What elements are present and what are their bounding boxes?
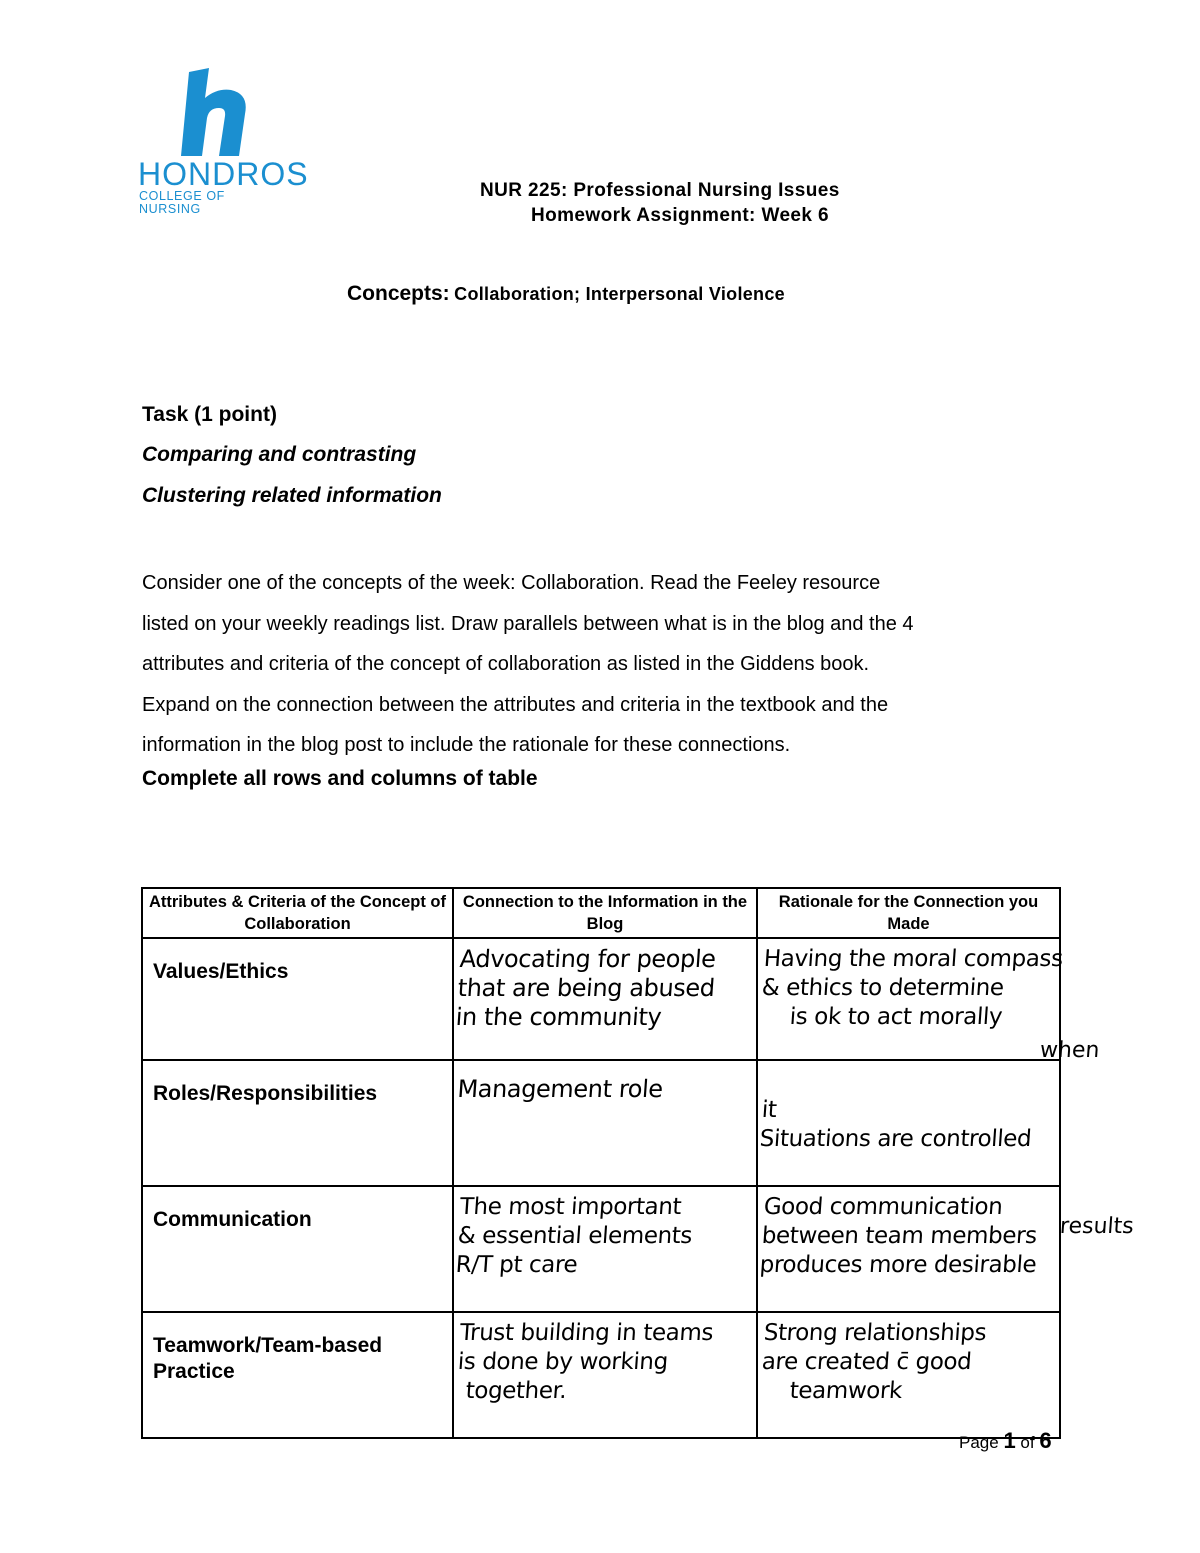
instruction-line: listed on your weekly readings list. Draw parallels between what is in the blog and the 4	[142, 612, 914, 635]
page-number: Page 1 of 6	[959, 1428, 1052, 1453]
rationale-cell[interactable]	[757, 938, 1064, 1060]
column-header: Attributes & Criteria of the Concept of Collaboration	[142, 888, 453, 938]
hondros-h-logo-icon	[175, 68, 255, 156]
task-subtitle-2: Clustering related information	[142, 484, 442, 507]
instruction-line: information in the blog post to include the rationale for these connections.	[142, 734, 791, 757]
table-instruction: Complete all rows and columns of table	[142, 767, 538, 790]
handwritten-margin-note: when	[1039, 1038, 1101, 1063]
concepts-line	[347, 282, 785, 306]
instruction-line: Expand on the connection between the attributes and criteria in the textbook and the	[142, 693, 889, 716]
hondros-logo	[138, 68, 309, 216]
logo-brand-name: HONDROS	[138, 156, 309, 192]
rationale-cell[interactable]	[757, 1312, 1060, 1438]
handwritten-answer: Trust building in teams is done by working together.	[456, 1320, 714, 1404]
task-title: Task (1 point)	[142, 403, 277, 426]
handwritten-answer: it Situations are controlled	[758, 1097, 1033, 1152]
table-row	[142, 1060, 1060, 1186]
attribute-cell: Communication	[142, 1186, 453, 1312]
connection-cell[interactable]	[453, 1186, 757, 1312]
attribute-cell: Roles/Responsibilities	[142, 1060, 453, 1186]
attribute-cell: Values/Ethics	[142, 938, 453, 1060]
handwritten-answer: Good communication between team members produces more desirable	[758, 1194, 1038, 1278]
connection-cell[interactable]	[453, 1060, 757, 1186]
rationale-cell[interactable]	[757, 1186, 1060, 1312]
handwritten-margin-note: results	[1059, 1214, 1135, 1239]
handwritten-answer: The most important & essential elements R/T pt care	[454, 1194, 693, 1278]
connection-cell[interactable]	[453, 1312, 757, 1438]
instruction-line: Consider one of the concepts of the week: Collaboration. Read the Feeley resource	[142, 572, 881, 594]
course-title: NUR 225: Professional Nursing Issues	[480, 180, 840, 201]
column-header: Connection to the Information in the Blog	[453, 888, 757, 938]
concepts-value: Collaboration; Interpersonal Violence	[454, 284, 785, 304]
rationale-cell[interactable]	[757, 1060, 1060, 1186]
task-subtitle-1: Comparing and contrasting	[142, 443, 417, 466]
table-row	[142, 938, 1060, 1060]
handwritten-answer: Strong relationships are created c̄ good teamwork	[760, 1320, 988, 1404]
handwritten-answer: Advocating for people that are being abused in the community	[454, 945, 717, 1031]
logo-subtitle: COLLEGE OF NURSING	[139, 189, 225, 216]
instruction-line: attributes and criteria of the concept of collaboration as listed in the Giddens book.	[142, 653, 870, 676]
handwritten-answer: Having the moral compass & ethics to determine is ok to act morally	[760, 946, 1064, 1030]
table-row	[142, 1186, 1060, 1312]
assignment-title: Homework Assignment: Week 6	[531, 205, 829, 226]
attribute-cell: Teamwork/Team-based Practice	[142, 1312, 453, 1438]
connection-cell[interactable]	[453, 938, 757, 1060]
table-row	[142, 1312, 1060, 1438]
task-instructions	[142, 563, 1102, 766]
table-header-row	[142, 888, 1060, 938]
collaboration-table	[141, 887, 1064, 1439]
column-header: Rationale for the Connection you Made	[757, 888, 1060, 938]
handwritten-answer: Management role	[456, 1075, 664, 1103]
concepts-label: Concepts:	[347, 282, 450, 305]
